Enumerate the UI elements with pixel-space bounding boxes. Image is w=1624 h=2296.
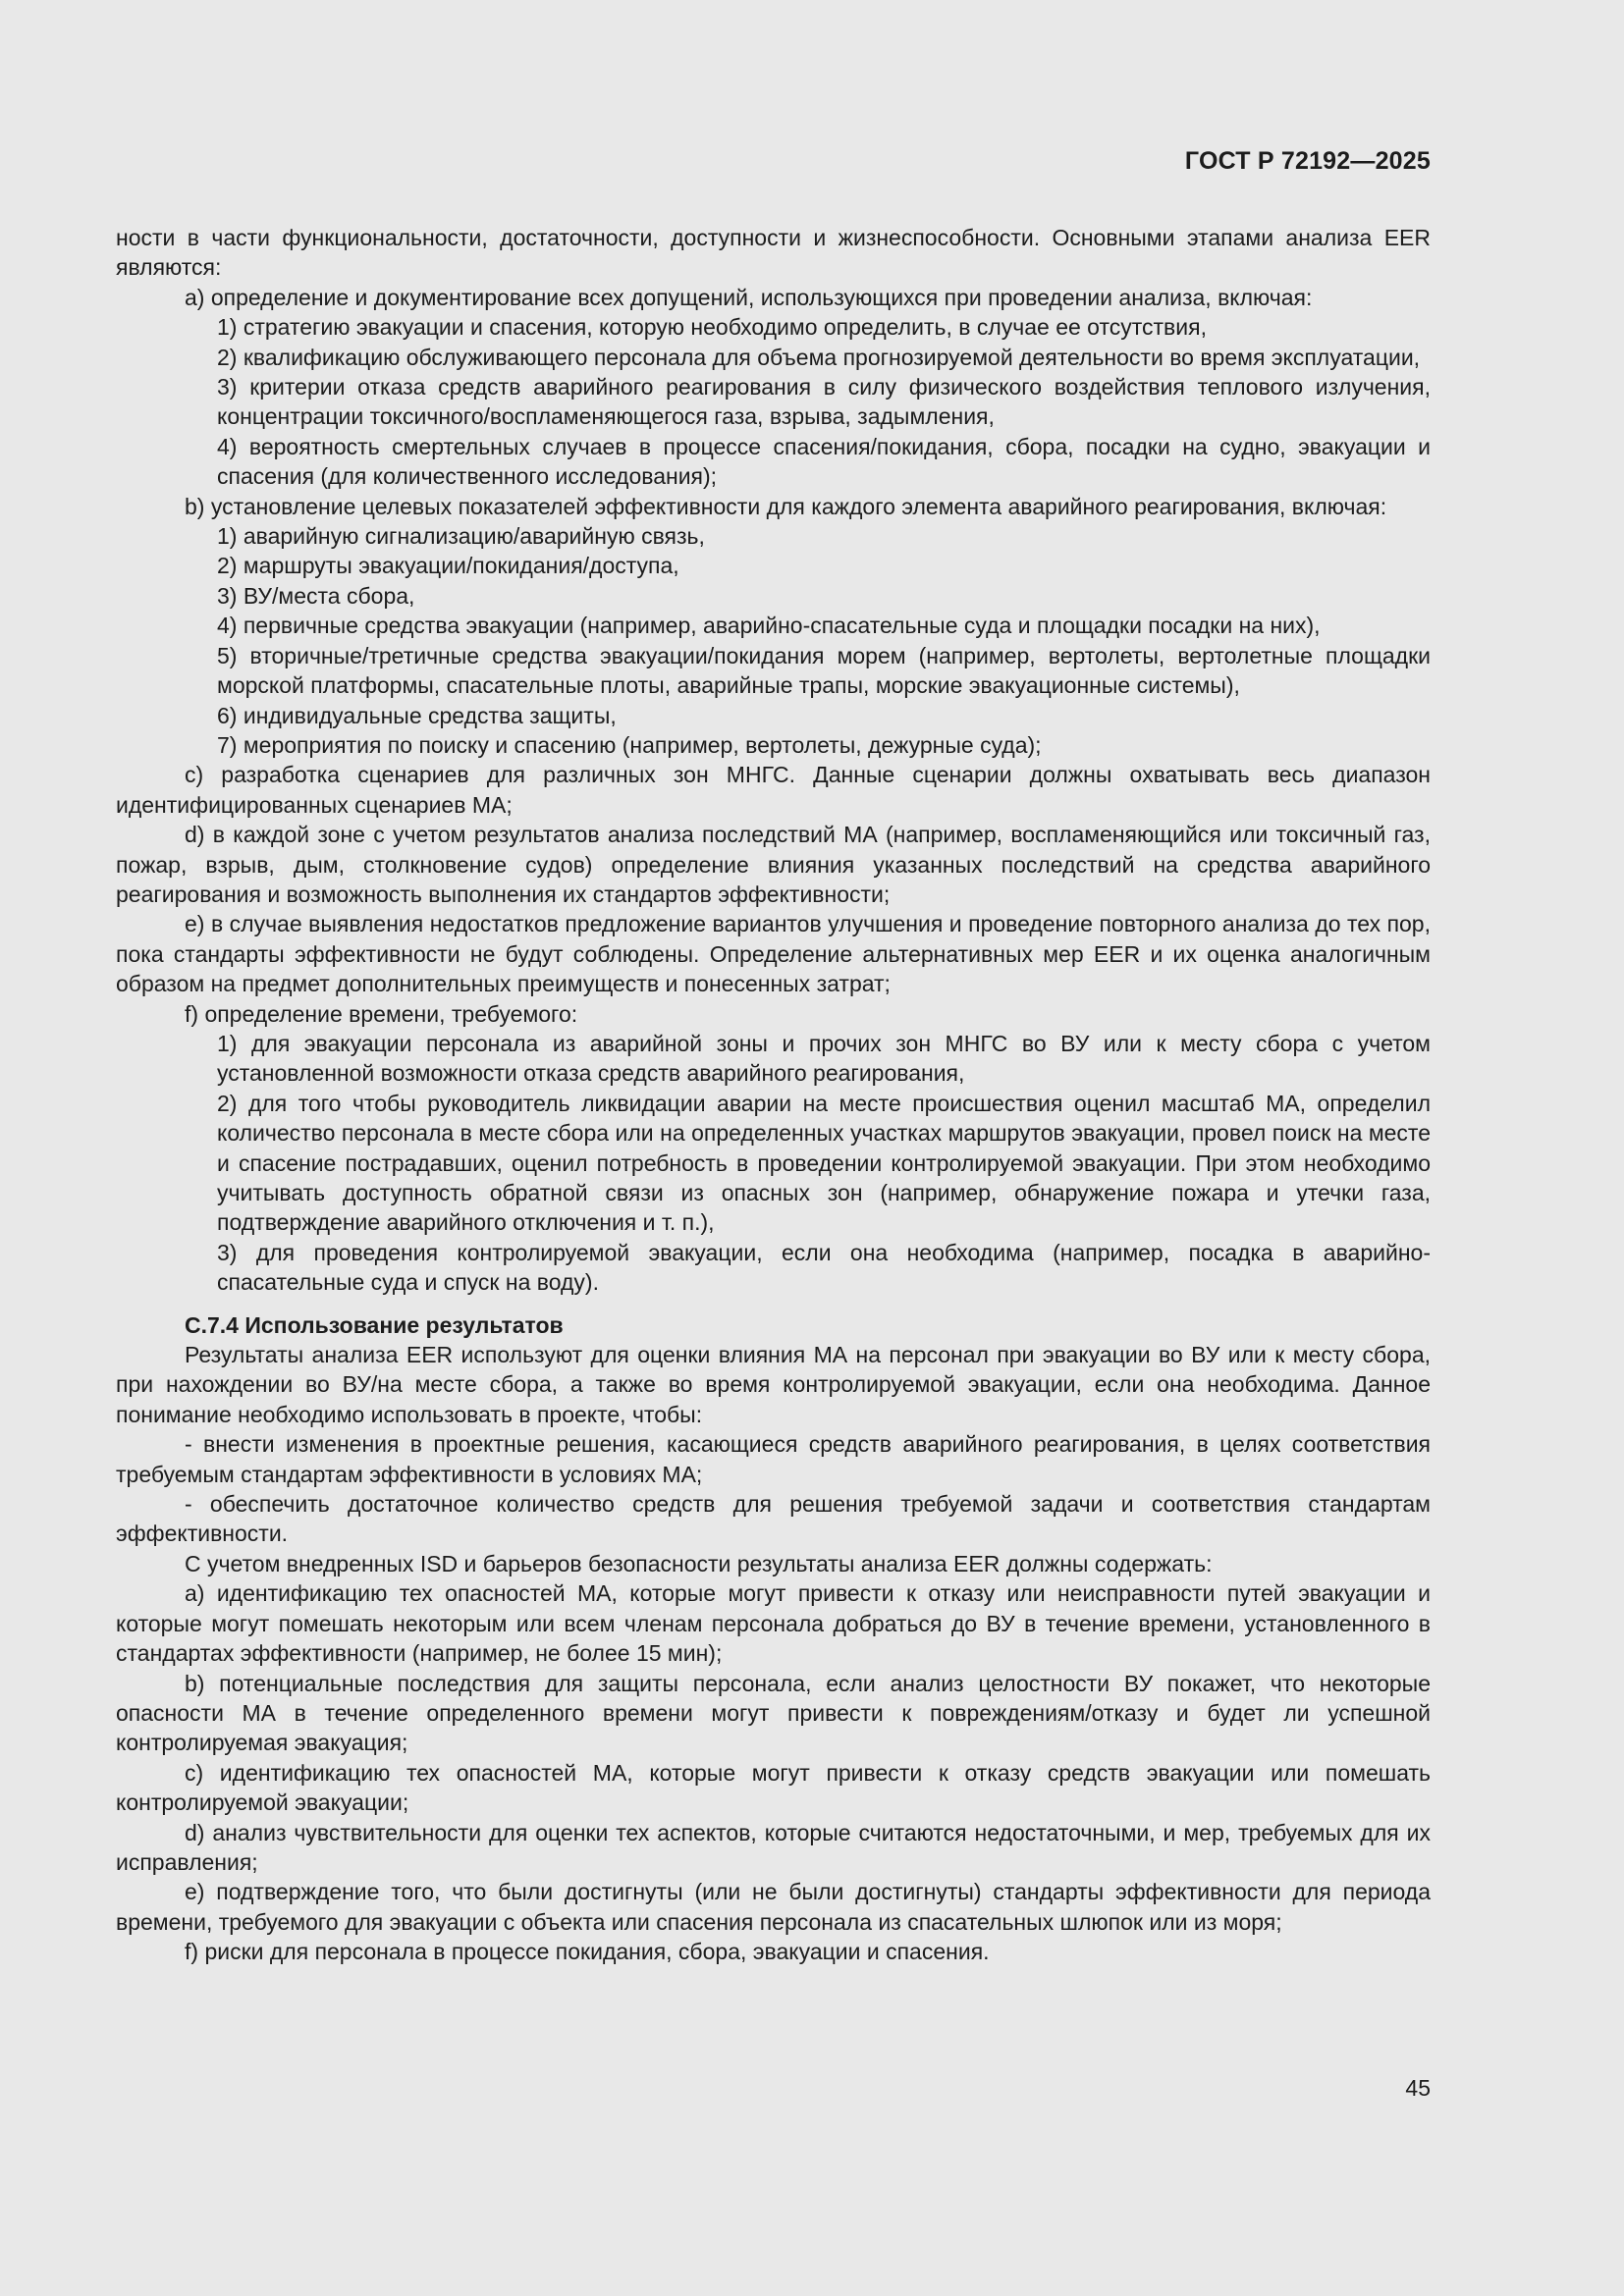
sub-list-item: 7) мероприятия по поиску и спасению (например, вертолеты, дежурные суда); xyxy=(217,731,1042,758)
sub-list-item: 3) критерии отказа средств аварийного реагирования в силу физического воздействия теплового излучения, концентрации токсичного/воспламеняющегося газа, взрыва, задымления, xyxy=(217,374,1431,430)
bullet-item: - внести изменения в проектные решения, касающиеся средств аварийного реагирования, в целях соответствия требуемым стандартам эффективности в условиях МА; xyxy=(116,1431,1431,1487)
sub-list-item: 2) для того чтобы руководитель ликвидации аварии на месте происшествия оценил масштаб МА, определил количество персонала в месте сбора или на определенных участках маршрутов эвакуации, провел поиск на месте и спасение пострадавших, оценил потребность в проведении контролируемой эвакуации. При этом необходимо учитывать доступность обратной связи из опасных зон (например, обнаружение пожара и утечки газа, подтверждение аварийного отключения и т. п.), xyxy=(217,1090,1431,1236)
sub-list-item: 4) первичные средства эвакуации (например, аварийно-спасательные суда и площадки посадки на них), xyxy=(217,613,1321,639)
list-item: f) определение времени, требуемого: xyxy=(185,1000,578,1027)
bullet-item: - обеспечить достаточное количество средств для решения требуемой задачи и соответствия стандартам эффективности. xyxy=(116,1491,1431,1547)
sub-list-item: 2) квалификацию обслуживающего персонала для объема прогнозируемой деятельности во время эксплуатации, xyxy=(217,344,1421,370)
sub-list-item: 2) маршруты эвакуации/покидания/доступа, xyxy=(217,553,679,579)
list-item: b) установление целевых показателей эффективности для каждого элемента аварийного реагирования, включая: xyxy=(185,493,1387,519)
paragraph: ности в части функциональности, достаточности, доступности и жизнеспособности. Основными этапами анализа EER являются: xyxy=(116,225,1431,281)
list-item: d) в каждой зоне с учетом результатов анализа последствий МА (например, воспламеняющийся или токсичный газ, пожар, взрыв, дым, столкновение судов) определение влияния указанных последствий на средства аварийного реагирования и возможность выполнения их стандартов эффективности; xyxy=(116,822,1431,907)
sub-list-item: 3) ВУ/места сбора, xyxy=(217,582,415,609)
list-item: a) определение и документирование всех допущений, использующихся при проведении анализа, включая: xyxy=(185,284,1313,310)
section-heading: С.7.4 Использование результатов xyxy=(185,1311,564,1338)
document-body xyxy=(116,223,1431,1967)
page-number: 45 xyxy=(1405,2075,1431,2101)
paragraph: Результаты анализа EER используют для оценки влияния МА на персонал при эвакуации во ВУ или к месту сбора, при нахождении во ВУ/на месте сбора, а также во время контролируемой эвакуации, если она необходима. Данное понимание необходимо использовать в проекте, чтобы: xyxy=(116,1342,1431,1427)
paragraph: С учетом внедренных ISD и барьеров безопасности результаты анализа EER должны содержать: xyxy=(185,1550,1213,1576)
list-item: e) подтверждение того, что были достигнуты (или не были достигнуты) стандарты эффективности для периода времени, требуемого для эвакуации с объекта или спасения персонала из спасательных шлюпок или из моря; xyxy=(116,1879,1431,1935)
list-item: a) идентификацию тех опасностей МА, которые могут привести к отказу или неисправности путей эвакуации и которые могут помешать некоторым или всем членам персонала добраться до ВУ в течение времени, установленного в стандартах эффективности (например, не более 15 мин); xyxy=(116,1580,1431,1667)
sub-list-item: 5) вторичные/третичные средства эвакуации/покидания морем (например, вертолеты, вертолетные площадки морской платформы, спасательные плоты, аварийные трапы, морские эвакуационные системы), xyxy=(217,642,1431,699)
list-item: e) в случае выявления недостатков предложение вариантов улучшения и проведение повторного анализа до тех пор, пока стандарты эффективности не будут соблюдены. Определение альтернативных мер EER и их оценка аналогичным образом на предмет дополнительных преимуществ и понесенных затрат; xyxy=(116,911,1431,997)
list-item: b) потенциальные последствия для защиты персонала, если анализ целостности ВУ покажет, что некоторые опасности МА в течение определенного времени могут привести к повреждениям/отказу и будет ли успешной контролируемая эвакуация; xyxy=(116,1670,1431,1756)
document-code-header: ГОСТ Р 72192—2025 xyxy=(1184,147,1431,175)
list-item: f) риски для персонала в процессе покидания, сбора, эвакуации и спасения. xyxy=(185,1939,990,1965)
sub-list-item: 1) для эвакуации персонала из аварийной зоны и прочих зон МНГС во ВУ или к месту сбора с учетом установленной возможности отказа средств аварийного реагирования, xyxy=(217,1030,1431,1087)
sub-list-item: 6) индивидуальные средства защиты, xyxy=(217,702,617,728)
sub-list-item: 3) для проведения контролируемой эвакуации, если она необходима (например, посадка в аварийно-спасательные суда и спуск на воду). xyxy=(217,1239,1431,1296)
list-item: d) анализ чувствительности для оценки тех аспектов, которые считаются недостаточными, и мер, требуемых для их исправления; xyxy=(116,1819,1431,1875)
sub-list-item: 1) аварийную сигнализацию/аварийную связь, xyxy=(217,523,705,550)
sub-list-item: 1) стратегию эвакуации и спасения, которую необходимо определить, в случае ее отсутствия, xyxy=(217,314,1207,341)
list-item: c) идентификацию тех опасностей МА, которые могут привести к отказу средств эвакуации или помешать контролируемой эвакуации; xyxy=(116,1759,1431,1816)
sub-list-item: 4) вероятность смертельных случаев в процессе спасения/покидания, сбора, посадки на судно, эвакуации и спасения (для количественного исследования); xyxy=(217,433,1431,490)
list-item: c) разработка сценариев для различных зон МНГС. Данные сценарии должны охватывать весь диапазон идентифицированных сценариев МА; xyxy=(116,762,1431,818)
